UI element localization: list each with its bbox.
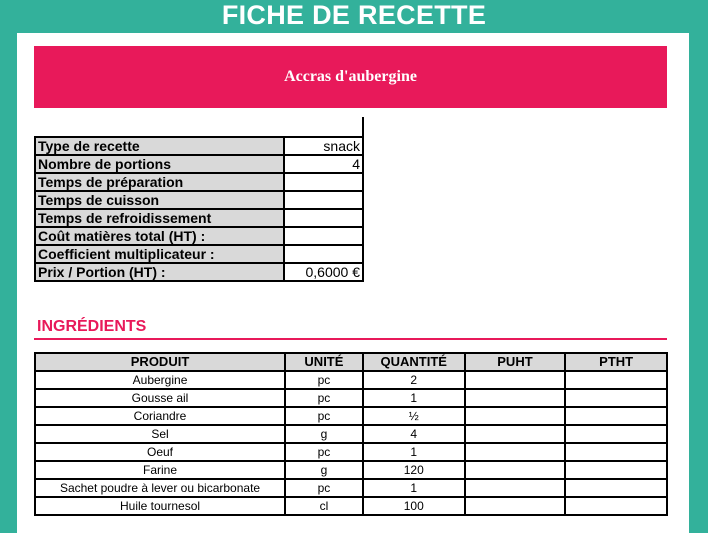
ingredient-row [35, 371, 667, 389]
ingredients-table [34, 352, 668, 516]
ingredient-produit-cell[interactable]: Coriandre [35, 407, 285, 425]
ingredient-row [35, 407, 667, 425]
ingredient-ptht-cell[interactable] [565, 479, 667, 497]
recipe-info-table [34, 136, 364, 282]
header-quantite: QUANTITÉ [363, 353, 465, 371]
ingredient-puht-cell[interactable] [465, 371, 566, 389]
ingredient-puht-cell[interactable] [465, 497, 566, 515]
ingredient-puht-cell[interactable] [465, 389, 566, 407]
info-row [35, 191, 363, 209]
ingredient-ptht-cell[interactable] [565, 407, 667, 425]
info-label: Prix / Portion (HT) : [35, 263, 284, 281]
info-value-cell[interactable]: 0,6000 € [284, 263, 363, 281]
info-row [35, 209, 363, 227]
ingredient-puht-cell[interactable] [465, 479, 566, 497]
info-row [35, 173, 363, 191]
ingredient-unite-cell[interactable]: pc [285, 479, 363, 497]
info-value-cell[interactable] [284, 173, 363, 191]
section-divider [34, 338, 667, 340]
ingredient-ptht-cell[interactable] [565, 425, 667, 443]
info-row [35, 263, 363, 281]
recipe-name-banner: Accras d'aubergine [34, 46, 667, 108]
info-row [35, 137, 363, 155]
ingredient-quantite-cell[interactable]: 4 [363, 425, 465, 443]
info-label: Coût matières total (HT) : [35, 227, 284, 245]
header-puht: PUHT [465, 353, 566, 371]
ingredient-produit-cell[interactable]: Sel [35, 425, 285, 443]
ingredient-produit-cell[interactable]: Oeuf [35, 443, 285, 461]
ingredient-puht-cell[interactable] [465, 443, 566, 461]
ingredient-ptht-cell[interactable] [565, 461, 667, 479]
header-unite: UNITÉ [285, 353, 363, 371]
header-ptht: PTHT [565, 353, 667, 371]
info-label: Temps de cuisson [35, 191, 284, 209]
ingredient-unite-cell[interactable]: pc [285, 389, 363, 407]
ingredient-produit-cell[interactable]: Farine [35, 461, 285, 479]
ingredient-unite-cell[interactable]: cl [285, 497, 363, 515]
ingredient-row [35, 443, 667, 461]
ingredient-ptht-cell[interactable] [565, 497, 667, 515]
ingredient-produit-cell[interactable]: Gousse ail [35, 389, 285, 407]
ingredient-ptht-cell[interactable] [565, 443, 667, 461]
ingredient-row [35, 497, 667, 515]
ingredient-unite-cell[interactable]: pc [285, 407, 363, 425]
ingredient-puht-cell[interactable] [465, 461, 566, 479]
ingredient-quantite-cell[interactable]: 1 [363, 443, 465, 461]
info-value-cell[interactable] [284, 245, 363, 263]
ingredient-ptht-cell[interactable] [565, 389, 667, 407]
info-label: Coefficient multiplicateur : [35, 245, 284, 263]
info-label: Temps de refroidissement [35, 209, 284, 227]
ingredients-section-title: INGRÉDIENTS [37, 318, 147, 335]
ingredient-unite-cell[interactable]: g [285, 461, 363, 479]
ingredient-quantite-cell[interactable]: 100 [363, 497, 465, 515]
info-label: Type de recette [35, 137, 284, 155]
ingredient-produit-cell[interactable]: Huile tournesol [35, 497, 285, 515]
ingredients-header-row [35, 353, 667, 371]
recipe-sheet [17, 33, 689, 533]
info-value-cell[interactable]: 4 [284, 155, 363, 173]
ingredient-ptht-cell[interactable] [565, 371, 667, 389]
ingredient-quantite-cell[interactable]: 1 [363, 479, 465, 497]
ingredient-quantite-cell[interactable]: 1 [363, 389, 465, 407]
ingredient-row [35, 479, 667, 497]
ingredient-unite-cell[interactable]: pc [285, 371, 363, 389]
ingredient-quantite-cell[interactable]: ½ [363, 407, 465, 425]
ingredient-produit-cell[interactable]: Sachet poudre à lever ou bicarbonate [35, 479, 285, 497]
ingredient-row [35, 461, 667, 479]
info-value-cell[interactable]: snack [284, 137, 363, 155]
info-value-cell[interactable] [284, 209, 363, 227]
ingredient-unite-cell[interactable]: g [285, 425, 363, 443]
ingredient-quantite-cell[interactable]: 2 [363, 371, 465, 389]
ingredient-puht-cell[interactable] [465, 425, 566, 443]
info-row [35, 227, 363, 245]
page-title: FICHE DE RECETTE [221, 0, 487, 30]
info-row [35, 245, 363, 263]
ingredient-unite-cell[interactable]: pc [285, 443, 363, 461]
divider-line [362, 117, 364, 136]
ingredient-row [35, 389, 667, 407]
ingredient-quantite-cell[interactable]: 120 [363, 461, 465, 479]
ingredient-puht-cell[interactable] [465, 407, 566, 425]
info-label: Temps de préparation [35, 173, 284, 191]
header-produit: PRODUIT [35, 353, 285, 371]
ingredient-produit-cell[interactable]: Aubergine [35, 371, 285, 389]
info-row [35, 155, 363, 173]
info-value-cell[interactable] [284, 227, 363, 245]
info-label: Nombre de portions [35, 155, 284, 173]
ingredient-row [35, 425, 667, 443]
info-value-cell[interactable] [284, 191, 363, 209]
